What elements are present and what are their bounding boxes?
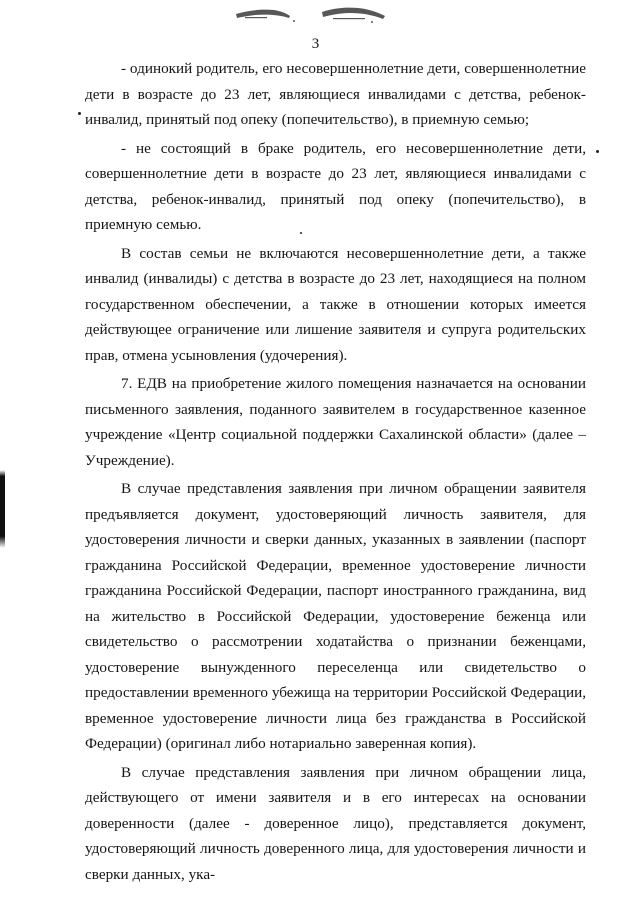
scan-speck	[300, 232, 302, 234]
paragraph-family-exclusions: В состав семьи не включаются несовершеннолетние дети, а также инвалид (инвалиды) с детства в возрасте до 23 лет, находящиеся на полном государственном обеспечении, а также в отношении которых имеется действующее ограничение или лишение заявителя и супруга родительских прав, отмена усыновления (удочерения).	[85, 244, 586, 364]
paragraph-unmarried-parent: - не состоящий в браке родитель, его несовершеннолетние дети, совершеннолетние дети в возрасте до 23 лет, являющиеся инвалидами с детства, ребенок-инвалид, принятый под опеку (попечительство), в приемную семью.	[85, 139, 586, 233]
scan-artifact-top	[0, 0, 631, 28]
scan-edge-mark	[0, 470, 5, 548]
paragraph-proxy-application: В случае представления заявления при личном обращении лица, действующего от имени заявителя и в его интересах на основании доверенности (далее - доверенное лицо), представляется документ, удостоверяющий личность доверенного лица, для удостоверения личности и сверки данных, ука-	[85, 763, 586, 883]
body-text	[85, 56, 586, 887]
scan-speck	[596, 150, 599, 153]
scan-speck	[78, 112, 81, 115]
paragraph-single-parent: - одинокий родитель, его несовершеннолетние дети, совершеннолетние дети в возрасте до 23 лет, являющиеся инвалидами с детства, ребенок-инвалид, принятый под опеку (попечительство), в приемную семью;	[85, 60, 586, 128]
page-number: 3	[311, 36, 320, 52]
paragraph-personal-application: В случае представления заявления при личном обращении заявителя предъявляется документ, удостоверяющий личность заявителя, для удостоверения личности и сверки данных, указанных в заявлении (паспорт гражданина Российской Федерации, временное удостоверение личности гражданина Российской Федерации, паспорт иностранного гражданина, вид на жительство в Российской Федерации, удостоверение беженца или свидетельство о рассмотрении ходатайства о признании беженцами, удостоверение вынужденного переселенца или свидетельство о предоставлении временного убежища на территории Российской Федерации, временное удостоверение личности лица без гражданства в Российской Федерации) (оригинал либо нотариально заверенная копия).	[85, 480, 586, 752]
paragraph-item-7: 7. ЕДВ на приобретение жилого помещения назначается на основании письменного заявления, поданного заявителем в государственное казенное учреждение «Центр социальной поддержки Сахалинской области» (далее – Учреждение).	[85, 375, 586, 469]
